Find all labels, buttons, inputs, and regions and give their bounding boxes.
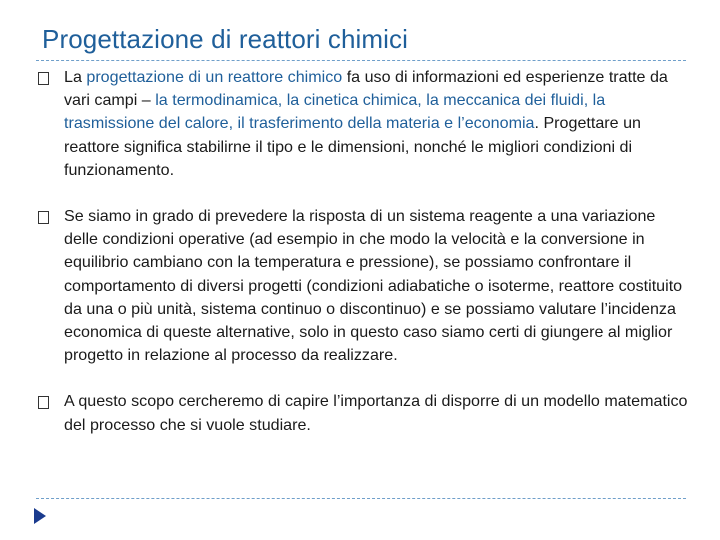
bullet-item-1 [38,66,688,182]
bullet-item-3 [38,390,688,436]
bullet-3-text: A questo scopo cercheremo di capire l’importanza di disporre di un modello matematico del processo che si vuole studiare. [64,392,688,434]
next-slide-arrow-icon[interactable] [34,508,46,524]
bullet-list [38,66,688,437]
bullet-1-seg-3: fa uso di informazioni ed esperienze tratte da vari campi – [64,68,668,110]
bullet-item-2 [38,205,688,367]
empty-square-icon [38,211,49,224]
bullet-1-seg-1: La [64,68,87,86]
empty-square-icon [38,72,49,85]
title-divider [36,60,686,61]
bullet-1-seg-4: la termodinamica, la cinetica chimica, la meccanica dei fluidi, la trasmissione del calore, il trasferimento della materia e l’economia [64,91,606,133]
bullet-2-text: Se siamo in grado di prevedere la risposta di un sistema reagente a una variazione delle condizioni operative (ad esempio in che modo la velocità e la conversione in equilibrio cambiano con la temperatura e pressione), se possiamo confrontare il comportamento di diversi progetti (condizioni adiabatiche o isoterme, reattore costituito da una o più unità, sistema continuo o discontinuo) e se possiamo valutare l’incidenza economica di queste alternative, solo in questo caso siamo certi di giungere al miglior progetto in relazione al processo da realizzare. [64,207,683,365]
slide-title: Progettazione di reattori chimici [42,24,409,54]
empty-square-icon [38,396,49,409]
footer-divider [36,498,686,499]
bullet-1-seg-2: progettazione di un reattore chimico [86,68,343,86]
bullet-1-seg-5: . Progettare un reattore significa stabilirne il tipo e le dimensioni, nonché le migliori condizioni di funzionamento. [64,114,641,179]
